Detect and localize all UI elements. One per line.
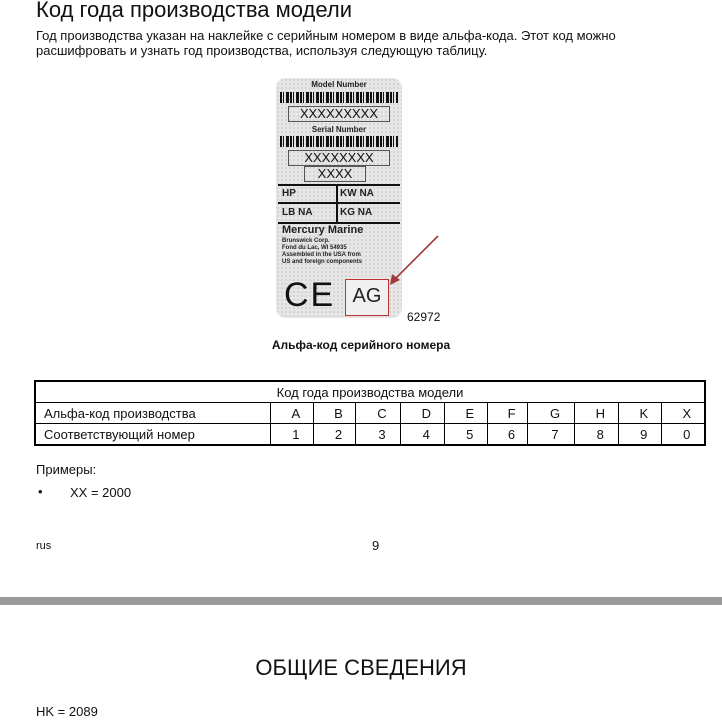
example-item-next: HK = 2089 [36, 704, 98, 719]
table-cell: B [313, 403, 356, 424]
lb-label: LB NA [282, 207, 313, 218]
corp-line-3: Assembled in the USA from [282, 252, 361, 258]
short-code-value: XXXX [304, 166, 366, 182]
table-cell: 7 [528, 424, 574, 446]
page-divider [0, 597, 722, 605]
table-cell: H [574, 403, 618, 424]
table-cell: 1 [271, 424, 314, 446]
table-cell: F [487, 403, 528, 424]
intro-line-2: расшифровать и узнать год производства, используя следующую таблицу. [36, 43, 488, 58]
table-cell: X [661, 403, 705, 424]
kg-label: KG NA [340, 207, 373, 218]
row-label-number: Соответствующий номер [35, 424, 271, 446]
table-cell: 2 [313, 424, 356, 446]
table-cell: 0 [661, 424, 705, 446]
model-number-label: Model Number [311, 80, 367, 89]
figure-reference: 62972 [407, 310, 441, 324]
serial-number-value: XXXXXXXX [288, 150, 390, 166]
serial-barcode [280, 136, 398, 147]
table-cell: 5 [444, 424, 487, 446]
rule [278, 202, 400, 204]
corp-line-1: Brunswick Corp. [282, 238, 330, 244]
table-cell: C [356, 403, 400, 424]
table-row [35, 424, 705, 446]
table-cell: G [528, 403, 574, 424]
serial-number-label: Serial Number [311, 125, 367, 134]
corp-line-4: US and foreign components [282, 259, 363, 265]
footer-language: rus [36, 540, 52, 552]
rule-vertical [336, 184, 338, 224]
intro-paragraph [36, 28, 686, 58]
intro-line-1: Год производства указан на наклейке с серийным номером в виде альфа-кода. Этот код можно [36, 28, 616, 43]
table-cell: A [271, 403, 314, 424]
table-cell: 6 [487, 424, 528, 446]
table-cell: K [618, 403, 661, 424]
row-label-alpha: Альфа-код производства [35, 403, 271, 424]
table-cell: 3 [356, 424, 400, 446]
model-barcode [280, 92, 398, 103]
year-code-table [34, 380, 706, 446]
figure-caption: Альфа-код серийного номера [271, 338, 451, 352]
pointer-arrow-icon [380, 230, 450, 290]
brand-name: Mercury Marine [282, 224, 364, 236]
page-number: 9 [372, 538, 380, 553]
model-number-value: XXXXXXXXX [288, 106, 390, 122]
table-cell: 8 [574, 424, 618, 446]
page-heading: Код года производства модели [36, 0, 352, 22]
table-cell: E [444, 403, 487, 424]
alpha-code-value: AG [352, 285, 382, 307]
bullet-icon: • [38, 484, 43, 499]
table-cell: D [400, 403, 444, 424]
corp-line-2: Fond du Lac, WI 54935 [282, 245, 347, 251]
table-cell: 4 [400, 424, 444, 446]
ce-mark-icon: CE [284, 276, 336, 314]
rule [278, 184, 400, 186]
hp-label: HP [282, 188, 296, 199]
kw-label: KW NA [340, 188, 374, 199]
table-row [35, 403, 705, 424]
section-heading: ОБЩИЕ СВЕДЕНИЯ [255, 655, 467, 680]
table-cell: 9 [618, 424, 661, 446]
table-title: Код года производства модели [35, 381, 705, 403]
example-item: XX = 2000 [70, 485, 132, 500]
examples-label: Примеры: [36, 462, 97, 477]
